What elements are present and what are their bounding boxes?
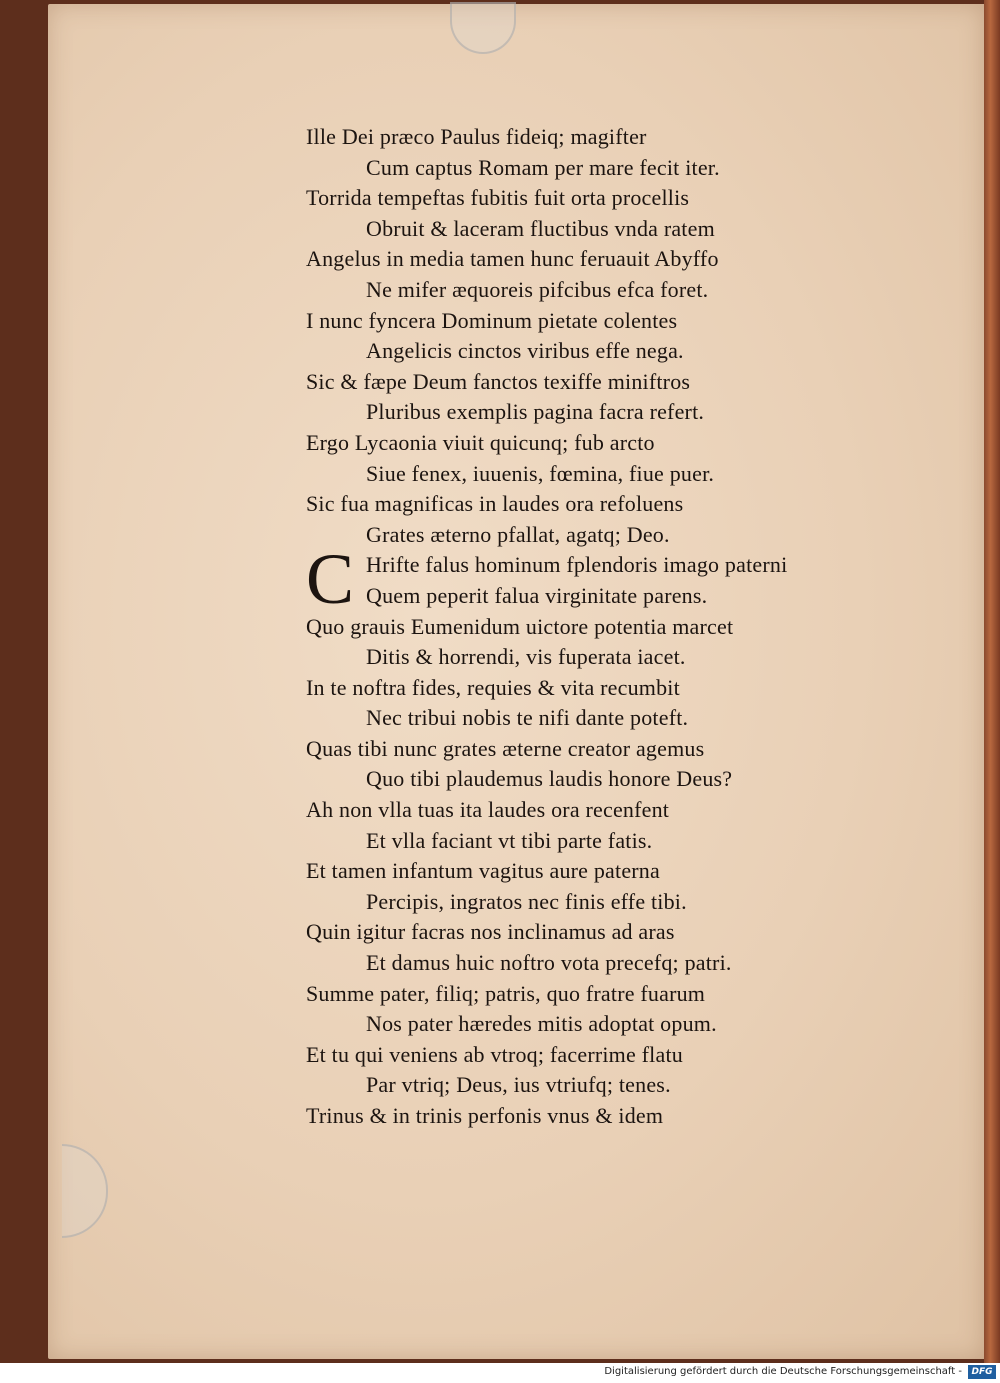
- poem-line: Pluribus exemplis pagina facra refert.: [366, 399, 705, 425]
- poem-line: Quo grauis Eumenidum uictore potentia marcet: [306, 613, 734, 639]
- poem-line: Sic fua magnificas in laudes ora refoluens: [306, 491, 684, 517]
- poem-line: Et vlla faciant vt tibi parte fatis.: [366, 827, 653, 853]
- poem-line: Nec tribui nobis te nifi dante poteft.: [366, 705, 689, 731]
- footer-credit: Digitalisierung gefördert durch die Deutsche Forschungsgemeinschaft -: [604, 1366, 962, 1377]
- poem-line: Siue fenex, iuuenis, fœmina, fiue puer.: [366, 460, 715, 486]
- poem-line: Ah non vlla tuas ita laudes ora recenfent: [306, 797, 670, 823]
- poem-line: Trinus & in trinis perfonis vnus & idem: [306, 1103, 664, 1128]
- binding-edge: [984, 0, 1000, 1363]
- page-clip-top: [450, 2, 516, 54]
- dfg-logo-icon: DFG: [968, 1365, 996, 1379]
- poem-line: Quin igitur facras nos inclinamus ad aras: [306, 919, 675, 945]
- poem-line: Quo tibi plaudemus laudis honore Deus?: [366, 766, 733, 792]
- poem-line: Sic & fæpe Deum fanctos texiffe miniftros: [306, 368, 691, 394]
- poem-line: Ergo Lycaonia viuit quicunq; fub arcto: [306, 429, 655, 455]
- poem-line: Angelus in media tamen hunc feruauit Abyffo: [306, 246, 719, 272]
- poem-line: I nunc fyncera Dominum pietate colentes: [306, 307, 678, 333]
- poem-line: Ne mifer æquoreis pifcibus efca foret.: [366, 276, 709, 302]
- poem-line: Ditis & horrendi, vis fuperata iacet.: [366, 644, 686, 670]
- poem-line: Torrida tempeftas fubitis fuit orta procellis: [306, 185, 690, 211]
- poem-line: Grates æterno pfallat, agatq; Deo.: [366, 521, 670, 547]
- poem-line: Nos pater hæredes mitis adoptat opum.: [366, 1011, 717, 1037]
- poem-line: Quas tibi nunc grates æterne creator agemus: [306, 735, 705, 761]
- poem-line: In te noftra fides, requies & vita recumbit: [306, 674, 680, 700]
- poem-text: [306, 122, 926, 1132]
- drop-cap: C: [306, 539, 355, 620]
- poem-line: Angelicis cinctos viribus effe nega.: [366, 338, 684, 364]
- poem-line: Summe pater, filiq; patris, quo fratre fuarum: [306, 980, 706, 1006]
- poem-line: Ille Dei præco Paulus fideiq; magifter: [306, 124, 647, 149]
- footer: [0, 1363, 1000, 1383]
- poem-line-text: Hrifte falus hominum fplendoris imago paterni: [366, 552, 788, 578]
- poem-line: Quem peperit falua virginitate parens.: [366, 582, 708, 608]
- page-clip-bottom: [62, 1144, 108, 1238]
- poem-line: Et damus huic noftro vota precefq; patri.: [366, 950, 732, 976]
- poem-line: Et tamen infantum vagitus aure paterna: [306, 858, 660, 884]
- poem-line: Obruit & laceram fluctibus vnda ratem: [366, 215, 715, 241]
- poem-line: Et tu qui veniens ab vtroq; facerrime flatu: [306, 1041, 683, 1067]
- poem-line: Percipis, ingratos nec finis effe tibi.: [366, 888, 687, 914]
- poem-line: Cum captus Romam per mare fecit iter.: [366, 154, 720, 180]
- poem-line: Par vtriq; Deus, ius vtriufq; tenes.: [366, 1072, 671, 1098]
